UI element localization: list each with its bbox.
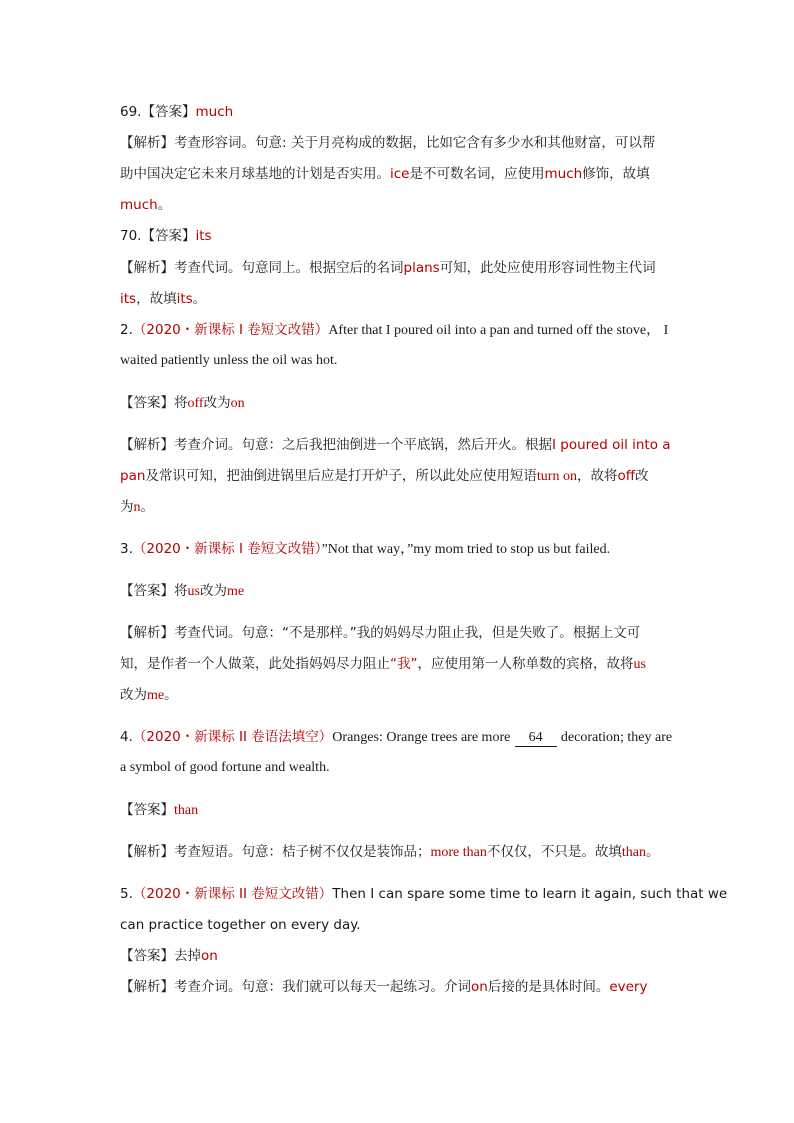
answer-label: 【答案】 — [120, 802, 174, 818]
answer-label: 【答案】 — [120, 395, 174, 411]
q2-analysis-text: 。 — [140, 499, 154, 515]
q2-analysis-term: off — [617, 468, 636, 484]
q70-analysis-text: ，故填 — [136, 291, 177, 307]
q69-analysis-term: much — [544, 166, 583, 182]
q3-analysis-text: 。 — [164, 687, 178, 703]
q3-answer-line — [120, 581, 244, 602]
question-source: （2020・新课标 II 卷短文改错） — [132, 886, 333, 902]
q3-answer-term: me — [226, 584, 245, 599]
q3-question-line — [120, 539, 610, 560]
q2-answer-text: 改为 — [203, 395, 231, 411]
q2-answer-term: off — [187, 396, 204, 411]
q69-analysis-text: 助中国决定它未来月球基地的计划是否实用。 — [120, 166, 390, 182]
q2-analysis-text: 为 — [120, 499, 134, 515]
analysis-label: 【解析】 — [120, 135, 174, 151]
q3-analysis-text: ，应使用第一人称单数的宾格，故将 — [417, 656, 634, 672]
q3-analysis-text: 知，是作者一个人做菜，此处指妈妈尽力阻止 — [120, 656, 390, 672]
analysis-label: 【解析】 — [120, 625, 174, 641]
q4-analysis-text: 。 — [645, 844, 660, 860]
q69-analysis-text: 。 — [157, 197, 172, 213]
q4-analysis-text: 不仅仅，不只是。故填 — [486, 844, 622, 860]
q69-analysis-term: much — [120, 197, 158, 213]
question-source: （2020・新课标 I 卷短文改错） — [132, 322, 329, 338]
q2-analysis-line-3 — [120, 497, 154, 518]
q3-answer-text: 将 — [174, 583, 188, 599]
q4-question-line-2: a symbol of good fortune and wealth. — [120, 760, 330, 775]
question-source: （2020・新课标 II 卷语法填空） — [132, 729, 333, 745]
q5-analysis-line — [120, 977, 647, 997]
q70-analysis-term: its — [176, 291, 193, 307]
q5-question-line-1 — [120, 884, 727, 904]
q4-answer-line — [120, 800, 198, 821]
analysis-label: 【解析】 — [120, 437, 174, 453]
q5-answer-term: on — [201, 948, 218, 964]
q70-answer-line — [120, 226, 212, 246]
q70-answer-prefix: 70.【答案】 — [120, 228, 196, 244]
q69-analysis-line-2 — [120, 164, 650, 184]
q69-answer-prefix: 69.【答案】 — [120, 104, 196, 120]
q4-question-text: decoration; they are — [560, 730, 673, 745]
q2-answer-line — [120, 393, 245, 414]
q5-analysis-text: 后接的是具体时间。 — [487, 979, 610, 995]
q70-analysis-text: 可知，此处应使用形容词性物主代词 — [439, 260, 656, 276]
question-number: 2. — [120, 322, 133, 338]
q2-analysis-text: 考查介词。句意：之后我把油倒进一个平底锅，然后开火。根据 — [174, 437, 552, 453]
q4-answer: than — [174, 803, 199, 818]
q2-analysis-text: ，故将 — [576, 468, 618, 484]
q3-analysis-line-1 — [120, 623, 640, 643]
q5-answer-text: 去掉 — [174, 948, 201, 964]
q2-analysis-line-2 — [120, 466, 649, 487]
q2-question-text: After that I poured oil into a pan and turned off the stove， I — [328, 323, 669, 338]
q69-analysis-line-3 — [120, 195, 171, 215]
q69-analysis-text: 考查形容词。句意: 关于月亮构成的数据，比如它含有多少水和其他财富，可以帮 — [174, 135, 656, 151]
q4-analysis-term: more than — [430, 845, 487, 860]
question-number: 5. — [120, 886, 133, 902]
analysis-label: 【解析】 — [120, 979, 174, 995]
q2-question-line-1 — [120, 320, 668, 341]
q2-analysis-term: I poured oil into a — [552, 437, 671, 453]
q3-analysis-text: 考查代词。句意：“不是那样。”我的妈妈尽力阻止我，但是失败了。根据上文可 — [174, 625, 641, 641]
answer-label: 【答案】 — [120, 948, 174, 964]
q70-analysis-line-2 — [120, 289, 206, 309]
q3-analysis-line-2 — [120, 654, 646, 675]
q4-question-line-1 — [120, 727, 672, 748]
q2-answer-text: 将 — [174, 395, 188, 411]
q2-question-line-2: waited patiently unless the oil was hot. — [120, 353, 338, 368]
q70-answer: its — [195, 228, 212, 244]
q4-question-text: Oranges: Orange trees are more — [332, 730, 511, 745]
q5-analysis-text: 考查介词。句意：我们就可以每天一起练习。介词 — [174, 979, 471, 995]
q70-analysis-text: 。 — [192, 291, 207, 307]
q69-answer-line — [120, 102, 233, 122]
q2-analysis-term: n — [133, 500, 141, 515]
q3-analysis-line-3 — [120, 685, 178, 706]
q3-answer-term: us — [187, 584, 200, 599]
q3-analysis-term: me — [147, 688, 165, 703]
analysis-label: 【解析】 — [120, 844, 174, 860]
q3-analysis-term: “我” — [390, 656, 418, 672]
q2-analysis-text: 改 — [635, 468, 649, 484]
q5-question-text: Then I can spare some time to learn it again, such that we — [332, 886, 728, 902]
q4-analysis-line — [120, 842, 659, 863]
q69-analysis-text: 是不可数名词，应使用 — [409, 166, 545, 182]
q70-analysis-text: 考查代词。句意同上。根据空后的名词 — [174, 260, 404, 276]
q4-analysis-text: 考查短语。句意：桔子树不仅仅是装饰品； — [174, 844, 431, 860]
q2-analysis-term: pan — [120, 468, 146, 484]
q69-analysis-text: 修饰，故填 — [582, 166, 650, 182]
analysis-label: 【解析】 — [120, 260, 174, 276]
q69-analysis-line-1 — [120, 133, 655, 153]
q3-question-text: ”Not that way，”my mom tried to stop us but failed. — [321, 542, 611, 557]
q70-analysis-term: its — [120, 291, 137, 307]
q5-analysis-term: every — [609, 979, 648, 995]
q69-answer: much — [195, 104, 234, 120]
q3-answer-text: 改为 — [199, 583, 227, 599]
q2-analysis-term: turn on — [536, 469, 577, 484]
q3-analysis-text: 改为 — [120, 687, 147, 703]
answer-label: 【答案】 — [120, 583, 174, 599]
q5-analysis-term: on — [471, 979, 488, 995]
q70-analysis-line-1 — [120, 258, 656, 278]
q4-blank: 64 — [515, 730, 557, 747]
q2-analysis-text: 及常识可知，把油倒进锅里后应是打开炉子，所以此处应使用短语 — [145, 468, 537, 484]
q69-analysis-term: ice — [390, 166, 410, 182]
q70-analysis-term: plans — [403, 260, 440, 276]
q5-answer-line — [120, 946, 218, 966]
q4-analysis-term: than — [621, 845, 646, 860]
question-number: 3. — [120, 541, 133, 557]
q2-answer-term: on — [230, 396, 245, 411]
q5-question-line-2: can practice together on every day. — [120, 917, 361, 933]
question-source: （2020・新课标 I 卷短文改错） — [132, 541, 322, 557]
question-number: 4. — [120, 729, 133, 745]
q2-analysis-line-1 — [120, 435, 671, 455]
q3-analysis-term: us — [633, 657, 646, 672]
